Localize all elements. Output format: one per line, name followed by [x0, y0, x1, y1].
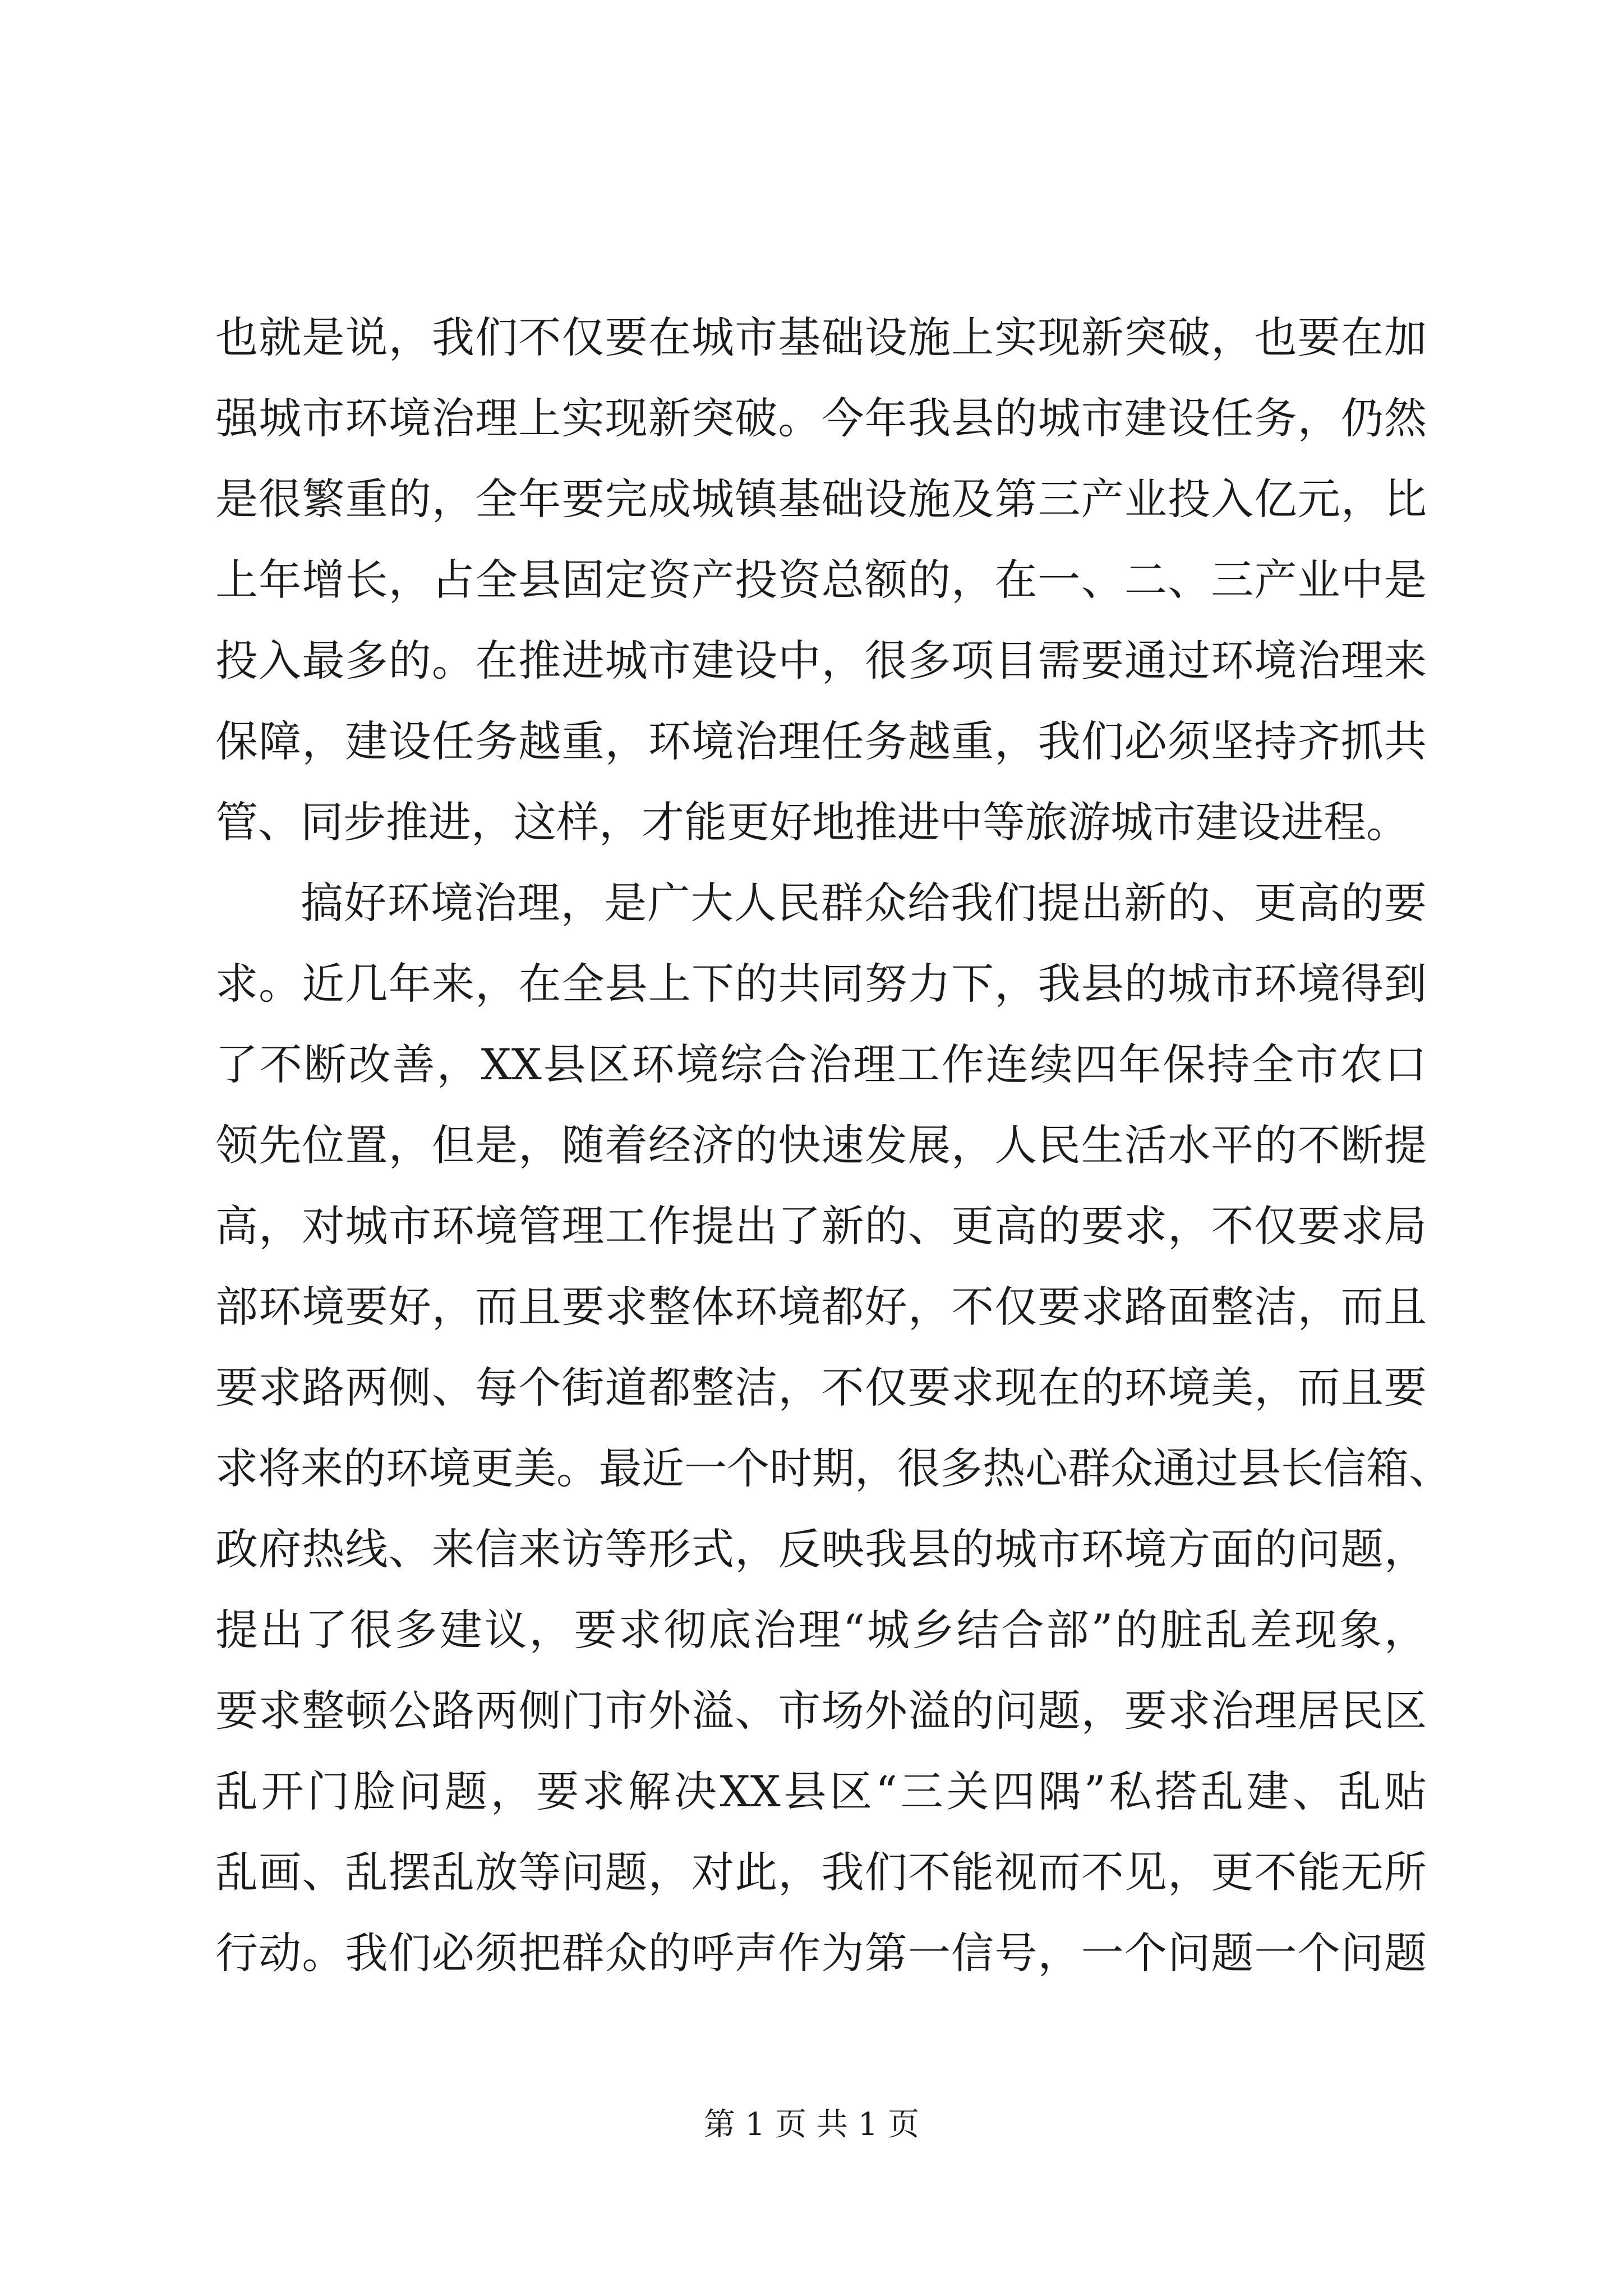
text-line: 部环境要好，而且要求整体环境都好，不仅要求路面整洁，而且	[215, 1282, 1427, 1332]
text-line: 了不断改善，XX县区环境综合治理工作连续四年保持全市农口	[215, 1039, 1427, 1089]
text-line: 求将来的环境更美。最近一个时期，很多热心群众通过县长信箱、	[215, 1443, 1451, 1493]
text-line: 是很繁重的，全年要完成城镇基础设施及第三产业投入亿元，比	[215, 474, 1427, 524]
text-line: 也就是说，我们不仅要在城市基础设施上实现新突破，也要在加	[215, 312, 1427, 362]
text-line: 要求路两侧、每个街道都整洁，不仅要求现在的环境美，而且要	[215, 1363, 1427, 1412]
text-line: 高，对城市环境管理工作提出了新的、更高的要求，不仅要求局	[215, 1201, 1427, 1251]
text-line: 行动。我们必须把群众的呼声作为第一信号，一个问题一个问题	[215, 1928, 1427, 1978]
text-line: 提出了很多建议，要求彻底治理“城乡结合部”的脏乱差现象，	[215, 1605, 1427, 1655]
body-text	[215, 297, 1451, 1994]
text-line: 乱画、乱摆乱放等问题，对此，我们不能视而不见，更不能无所	[215, 1847, 1427, 1897]
text-line: 投入最多的。在推进城市建设中，很多项目需要通过环境治理来	[215, 636, 1427, 685]
text-line: 求。近几年来，在全县上下的共同努力下，我县的城市环境得到	[215, 959, 1427, 1009]
text-line: 上年增长，占全县固定资产投资总额的，在一、二、三产业中是	[215, 555, 1427, 605]
paragraph-start-line: 搞好环境治理，是广大人民群众给我们提出新的、更高的要	[301, 878, 1427, 928]
text-line: 要求整顿公路两侧门市外溢、市场外溢的问题，要求治理居民区	[215, 1686, 1427, 1736]
text-line: 乱开门脸问题，要求解决XX县区“三关四隅”私搭乱建、乱贴	[215, 1766, 1427, 1816]
text-line: 保障，建设任务越重，环境治理任务越重，我们必须坚持齐抓共	[215, 716, 1427, 766]
text-line: 领先位置，但是，随着经济的快速发展，人民生活水平的不断提	[215, 1120, 1427, 1170]
text-line: 管、同步推进，这样，才能更好地推进中等旅游城市建设进程。	[215, 797, 1409, 847]
text-line: 政府热线、来信来访等形式，反映我县的城市环境方面的问题，	[215, 1524, 1427, 1574]
text-line: 强城市环境治理上实现新突破。今年我县的城市建设任务，仍然	[215, 393, 1427, 443]
page-number-label: 第 1 页 共 1 页	[703, 2106, 920, 2143]
page-footer	[0, 2102, 1623, 2147]
